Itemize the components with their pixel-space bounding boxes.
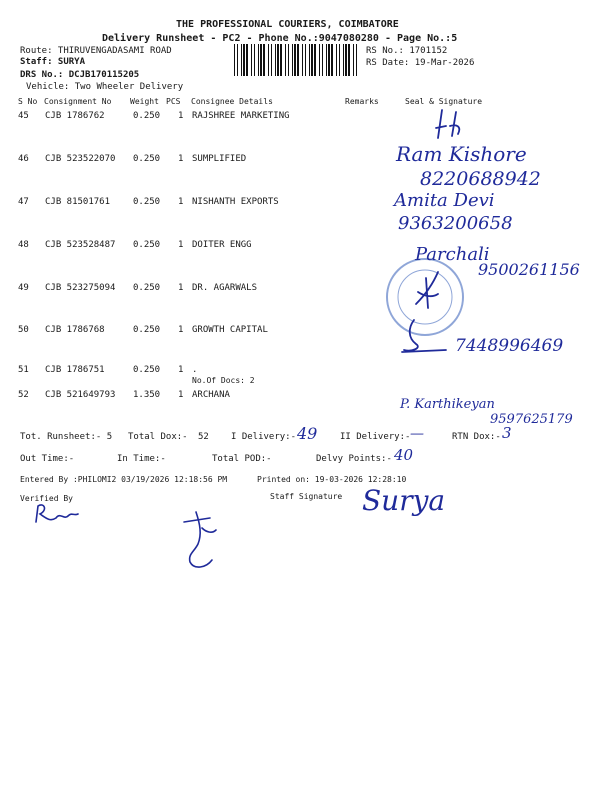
row-weight: 0.250 — [133, 154, 161, 164]
signature-45 — [432, 106, 472, 142]
row-consignment: CJB 521649793 — [45, 390, 116, 400]
company-title: THE PROFESSIONAL COURIERS, COIMBATORE — [176, 19, 399, 30]
route: Route: THIRUVENGADASAMI ROAD — [20, 46, 172, 56]
row-weight: 0.250 — [133, 283, 161, 293]
runsheet-subtitle: Delivery Runsheet - PC2 - Phone No.:9047080280 - Page No.:5 — [102, 33, 458, 44]
row-sno: 45 — [18, 111, 29, 121]
i-delivery-value: 49 — [297, 424, 318, 443]
verified-signature — [30, 500, 80, 528]
row-consignee: . — [192, 365, 198, 375]
rtn-dox-value: 3 — [502, 424, 512, 442]
row-sno: 49 — [18, 283, 29, 293]
signature-49 — [412, 268, 442, 310]
delvy-points-label: Delvy Points:- — [316, 454, 392, 464]
col-remarks: Remarks — [345, 97, 379, 106]
row-consignee: DOITER ENGG — [192, 240, 252, 250]
row-weight: 0.250 — [133, 111, 161, 121]
rs-date: RS Date: 19-Mar-2026 — [366, 58, 475, 68]
barcode — [233, 44, 361, 76]
ii-delivery-value: — — [410, 426, 424, 442]
row-consignment: CJB 1786751 — [45, 365, 105, 375]
signature-50 — [398, 316, 448, 358]
i-delivery-label: I Delivery:- — [231, 432, 297, 442]
row-consignee: DR. AGARWALS — [192, 283, 258, 293]
row-weight: 0.250 — [133, 240, 161, 250]
row-weight: 1.350 — [133, 390, 161, 400]
row-consignee: NISHANTH EXPORTS — [192, 197, 279, 207]
row-pcs: 1 — [178, 390, 184, 400]
hw-name-47: Amita Devi — [394, 190, 495, 211]
drs-number: DRS No.: DCJB170115205 — [20, 70, 140, 80]
hw-name-48: Parchali — [415, 244, 490, 265]
hw-phone-46: 8220688942 — [420, 168, 541, 190]
row-sno: 47 — [18, 197, 29, 207]
hw-phone-52: 9597625179 — [490, 412, 573, 427]
total-pod-label: Total POD:- — [212, 454, 272, 464]
entered-by: Entered By :PHILOMI2 03/19/2026 12:18:56 PM — [20, 475, 228, 484]
row-pcs: 1 — [178, 240, 184, 250]
rs-number: RS No.: 1701152 — [366, 46, 448, 56]
hw-phone-48: 9500261156 — [478, 260, 580, 279]
row-pcs: 1 — [178, 154, 184, 164]
printed-on: Printed on: 19-03-2026 12:28:10 — [257, 475, 407, 484]
hw-phone-47: 9363200658 — [398, 213, 513, 234]
handwritten-mark — [180, 508, 220, 572]
total-dox-value: 52 — [198, 432, 209, 442]
col-consignee: Consignee Details — [191, 97, 273, 106]
row-consignment: CJB 523275094 — [45, 283, 116, 293]
row-consignment: CJB 523528487 — [45, 240, 116, 250]
row-pcs: 1 — [178, 197, 184, 207]
row-weight: 0.250 — [133, 325, 161, 335]
rtn-dox-label: RTN Dox:- — [452, 432, 501, 442]
row-consignee: ARCHANA — [192, 390, 230, 400]
out-time-label: Out Time:- — [20, 454, 75, 464]
verified-by: Verified By — [20, 494, 73, 503]
row-sno: 52 — [18, 390, 29, 400]
hw-name-52: P. Karthikeyan — [400, 397, 495, 412]
staff-signature: Surya — [362, 484, 446, 517]
row-sno: 46 — [18, 154, 29, 164]
row-consignee: GROWTH CAPITAL — [192, 325, 268, 335]
row-sno: 51 — [18, 365, 29, 375]
col-consignment: Consignment No — [44, 97, 112, 106]
delvy-points-value: 40 — [394, 446, 414, 464]
row-sno: 50 — [18, 325, 29, 335]
hw-name-46: Ram Kishore — [396, 142, 527, 166]
col-pcs: PCS — [166, 97, 181, 106]
row-pcs: 1 — [178, 365, 184, 375]
row-note: No.Of Docs: 2 — [192, 376, 255, 385]
row-consignee: RAJSHREE MARKETING — [192, 111, 290, 121]
row-pcs: 1 — [178, 111, 184, 121]
col-seal: Seal & Signature — [405, 97, 483, 106]
row-pcs: 1 — [178, 283, 184, 293]
row-weight: 0.250 — [133, 197, 161, 207]
total-dox-label: Total Dox:- — [128, 432, 188, 442]
tot-runsheet: Tot. Runsheet:- 5 — [20, 432, 113, 442]
col-sno: S No — [18, 97, 38, 106]
ii-delivery-label: II Delivery:- — [340, 432, 411, 442]
staff: Staff: SURYA — [20, 57, 86, 67]
row-consignment: CJB 81501761 — [45, 197, 111, 207]
row-consignee: SUMPLIFIED — [192, 154, 247, 164]
col-weight: Weight — [130, 97, 159, 106]
row-consignment: CJB 1786762 — [45, 111, 105, 121]
row-consignment: CJB 1786768 — [45, 325, 105, 335]
row-weight: 0.250 — [133, 365, 161, 375]
row-sno: 48 — [18, 240, 29, 250]
vehicle: Vehicle: Two Wheeler Delivery — [26, 82, 184, 92]
staff-signature-label: Staff Signature — [270, 492, 343, 501]
in-time-label: In Time:- — [117, 454, 166, 464]
hw-phone-50: 7448996469 — [455, 336, 564, 356]
row-pcs: 1 — [178, 325, 184, 335]
row-consignment: CJB 523522070 — [45, 154, 116, 164]
